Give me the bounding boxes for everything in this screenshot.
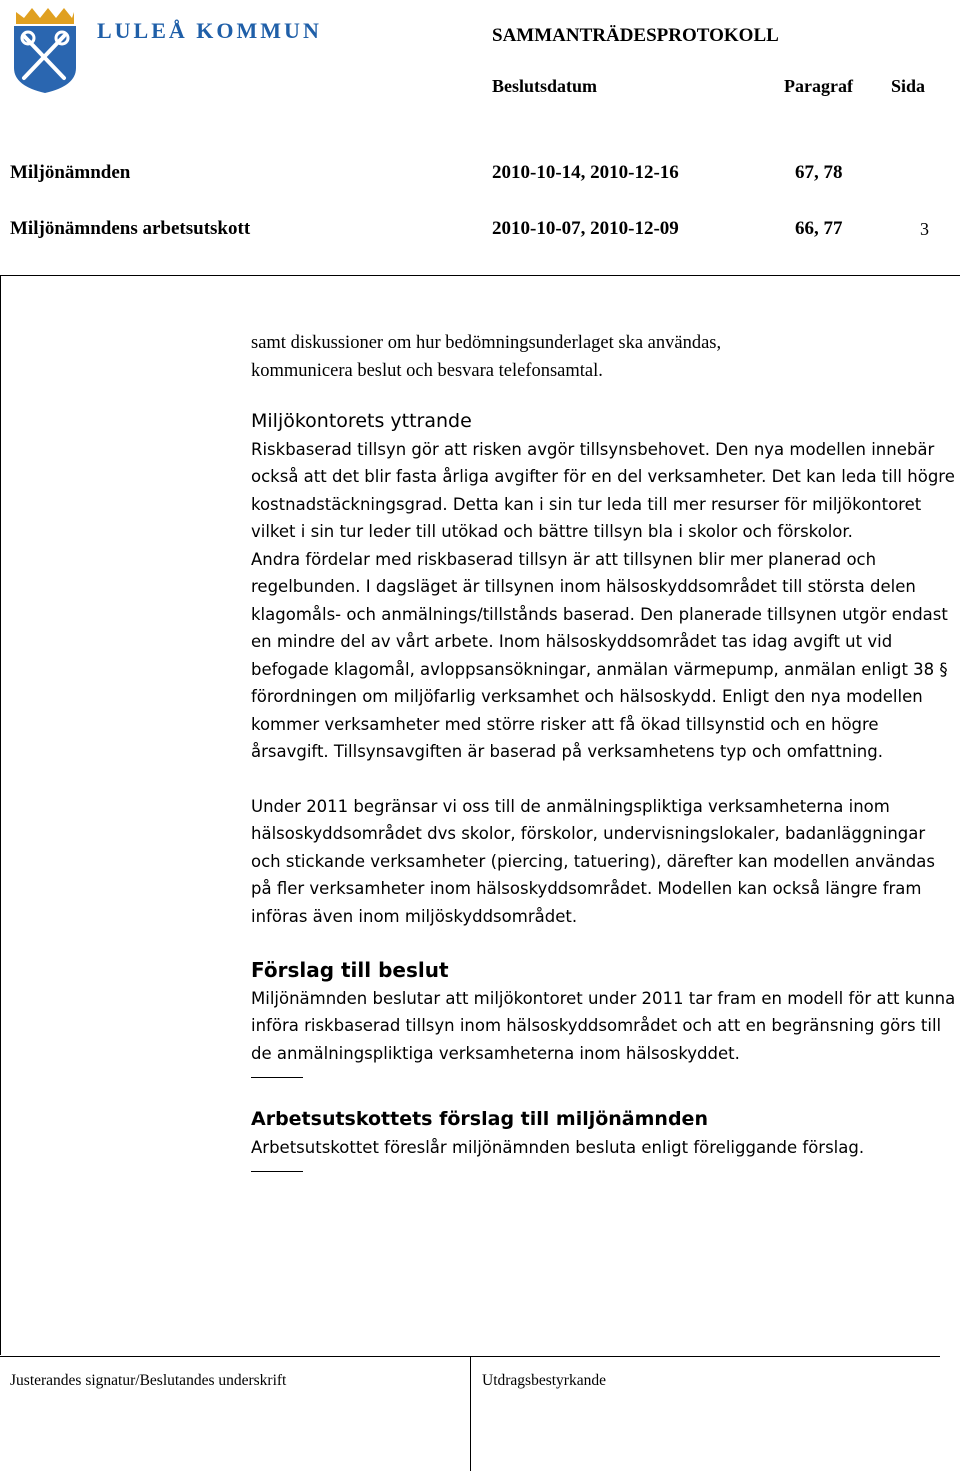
statement-paragraph-1: Riskbaserad tillsyn gör att risken avgör tillsynsbehovet. Den nya modellen innebär också att det blir fasta årliga avgifter för en del verksamheter. Det kan leda till högre kostnadstäckningsgrad. Detta kan i sin tur leda till mer resurser för miljökontoret vilket i sin tur leder till utökad och bättre tillsyn bla i skolor och förskolor. [251,439,955,541]
separator-rule [251,1171,303,1172]
municipality-logo [10,6,80,94]
decision-date-label: Beslutsdatum [492,76,598,96]
subcommittee-dates: 2010-10-07, 2010-12-09 [492,218,679,239]
document-body [251,330,956,1186]
subcommittee-paragraphs: 66, 77 [795,218,843,239]
footer-divider [470,1356,471,1471]
page-label: Sida [891,76,926,96]
statement-paragraph-3: Under 2011 begränsar vi oss till de anmälningspliktiga verksamheterna inom hälsoskyddsområdet dvs skolor, förskolor, undervisningslokaler, badanläggningar och stickande verksamheter (piercing, tatuering), därefter kan modellen användas på fler verksamheter inom hälsoskyddsområdet. Modellen kan också längre fram införas även inom miljöskyddsområdet. [251,796,935,926]
brand-name: LULEÅ KOMMUN [97,18,322,43]
paragraph-label: Paragraf [784,76,853,96]
committee-paragraphs: 67, 78 [795,162,843,183]
proposal-paragraph: Miljönämnden beslutar att miljökontoret under 2011 tar fram en modell för att kunna införa riskbaserad tillsyn inom hälsoskyddsområdet och att en begränsning görs till de anmälningspliktiga verksamheterna inom hälsoskyddet. [251,988,956,1063]
committee-name: Miljönämnden [10,162,131,183]
page-number: 3 [920,219,929,239]
section-heading-statement: Miljökontorets yttrande [251,410,472,432]
statement-paragraph-2: Andra fördelar med riskbaserad tillsyn är att tillsynen blir mer planerad och regelbunden. I dagsläget är tillsynen inom hälsoskyddsområdet till största delen klagomåls- och anmälnings/tillstånds baserad. Den planerade tillsynen utgör endast en mindre del av vårt arbete. Inom hälsoskyddsområdet tas idag avgift ut vid befogade klagomål, avloppsansökningar, anmälan värmepump, anmälan enligt 38 § förordningen om miljöfarlig verksamhet och hälsoskydd. Enligt den nya modellen kommer verksamheter med större risker att få ökad tillsynstid och en högre årsavgift. Tillsynsavgiften är baserad på verksamhetens typ och omfattning. [251,549,948,761]
committee-proposal-paragraph: Arbetsutskottet föreslår miljönämnden besluta enligt föreliggande förslag. [251,1137,865,1157]
section-heading-committee-proposal: Arbetsutskottets förslag till miljönämnden [251,1108,708,1130]
extract-certification-label: Utdragsbestyrkande [482,1372,606,1389]
document-title: SAMMANTRÄDESPROTOKOLL [492,25,779,46]
subcommittee-name: Miljönämndens arbetsutskott [10,218,251,239]
intro-line-2: kommunicera beslut och besvara telefonsamtal. [251,360,603,381]
intro-line-1: samt diskussioner om hur bedömningsunderlaget ska användas, [251,333,722,353]
separator-rule [251,1077,303,1078]
signature-label: Justerandes signatur/Beslutandes underskrift [10,1372,287,1389]
section-heading-proposal: Förslag till beslut [251,958,449,982]
committee-dates: 2010-10-14, 2010-12-16 [492,162,679,183]
